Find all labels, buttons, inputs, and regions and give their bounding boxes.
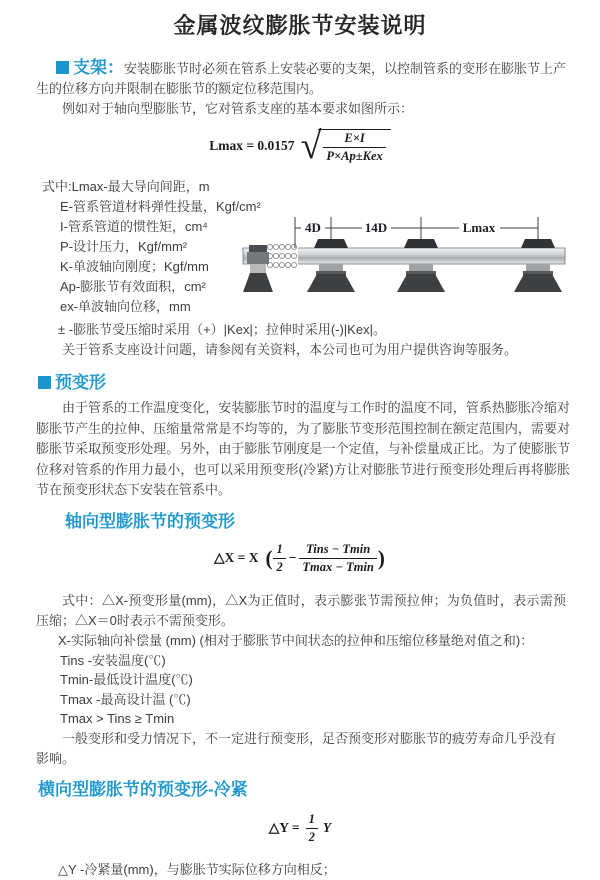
lateral-half-fraction bbox=[306, 812, 318, 845]
axial-note2-line: X-实际轴向补偿量 (mm) (相对于膨胀节中间状态的拉伸和压缩位移量绝对值之和)： bbox=[58, 632, 534, 648]
definition-line: K-单波轴向刚度；Kgf/mm bbox=[60, 259, 209, 274]
lateral-formula-rhs: Y bbox=[322, 820, 332, 835]
kex-note-line: ± -膨胀节受压缩时采用（+）|Kex|；拉伸时采用(-)|Kex|。 bbox=[58, 322, 386, 337]
temp-definition-line: Tmin-最低设计温度(℃) bbox=[60, 672, 193, 687]
temp-definition-line: Tmax -最高设计温 (℃) bbox=[60, 691, 191, 707]
lateral-formula-lhs: △Y = bbox=[268, 820, 300, 835]
document-page bbox=[0, 13, 600, 877]
lateral-note-line: △Y -冷紧量(mm)，与膨胀节实际位移方向相反； bbox=[58, 861, 336, 877]
support-intro-text: 安装膨胀节时必须在管系上安装必要的支架，以控制管系的变形在膨胀节上产生的位移方向并限制在膨胀节的额定位移范围内。 bbox=[36, 61, 567, 96]
temp-denominator: Tmax − Tmin bbox=[299, 558, 376, 575]
predeform-heading-text: 预变形 bbox=[55, 373, 106, 392]
temp-definition-line: Tmax > Tins ≥ Tmin bbox=[60, 711, 175, 726]
dim-label-14d: 14D bbox=[364, 220, 388, 235]
lateral-numerator: 1 bbox=[308, 811, 315, 826]
definition-line: P-设计压力，Kgf/mm² bbox=[60, 239, 188, 254]
axial-note1-paragraph: 式中：△X-预变形量(mm)，△X为正值时，表示膨张节需预拉伸；为负值时，表示需预压缩；△X＝0时表示不需预变形。 bbox=[36, 592, 566, 628]
section-square-icon bbox=[38, 376, 51, 389]
predeform-body-paragraph: 由于管系的工作温度变化，安装膨胀节时的温度与工作时的温度不同，管系热膨胀冷缩对膨胀节产生的拉伸、压缩量常常是不均等的，为了膨胀节变形范围控制在额定范围内，需要对膨胀节采取预变形处理。另外，由于膨胀节刚度是一个定值，与补偿量成正比。为了使膨胀节位移对管系的作用力最小，也可以采用预变形(冷紧)方让对膨胀节进行预变形处理后再将膨胀节在预变形状态下安装在管系中。 bbox=[36, 400, 570, 497]
support-section-heading bbox=[56, 58, 124, 77]
definition-line: ex-单波轴向位移，mm bbox=[60, 299, 191, 314]
radical-sign: √ bbox=[300, 125, 322, 167]
lateral-denominator: 2 bbox=[306, 828, 318, 845]
definitions-and-diagram bbox=[0, 177, 600, 323]
axial-formula-lhs: △X = X bbox=[214, 550, 259, 565]
dim-label-4d: 4D bbox=[305, 220, 321, 235]
guide-support bbox=[307, 239, 355, 292]
bellows-coil bbox=[266, 244, 298, 268]
support-intro-paragraph bbox=[36, 58, 566, 99]
half-fraction bbox=[273, 542, 285, 575]
predeform-section-heading bbox=[38, 372, 600, 394]
definition-line: Ap-膨胀节有效面积，cm² bbox=[60, 279, 206, 294]
support-heading-text: 支架： bbox=[73, 58, 124, 77]
lmax-fraction-numerator: E×I bbox=[344, 130, 365, 145]
guide-support bbox=[397, 239, 445, 292]
temp-definition-line: Tins -安装温度(℃) bbox=[60, 652, 166, 668]
definition-line: 式中:Lmax-最大导向间距，m bbox=[42, 179, 210, 194]
open-paren: ( bbox=[265, 545, 273, 570]
definition-line: E-管系管道材料弹性投量，Kgf/cm² bbox=[60, 199, 261, 214]
lateral-subheading: 横向型膨胀节的预变形-冷紧 bbox=[38, 779, 248, 799]
radical-content bbox=[318, 129, 390, 164]
half-numerator: 1 bbox=[276, 541, 283, 556]
close-paren: ) bbox=[377, 545, 385, 570]
lmax-fraction-denominator: P×Ap±Kex bbox=[323, 147, 385, 164]
anchor-support bbox=[243, 245, 273, 292]
lateral-formula bbox=[0, 812, 600, 848]
support-example-line: 例如对于轴向型膨胀节，它对管系支座的基本要求如图所示： bbox=[62, 101, 414, 116]
consult-note-line: 关于管系支座设计问题，请参阅有关资料，本公司也可为用户提供咨询等服务。 bbox=[62, 342, 518, 357]
dim-label-lmax: Lmax bbox=[462, 220, 496, 235]
lmax-formula bbox=[0, 126, 600, 172]
lmax-fraction bbox=[323, 131, 385, 164]
temperature-fraction bbox=[299, 542, 376, 575]
axial-formula bbox=[0, 542, 600, 582]
definition-line: I-管系管道的惯性矩，cm⁴ bbox=[60, 219, 208, 234]
temp-numerator: Tins − Tmin bbox=[306, 541, 371, 556]
page-title: 金属波纹膨胀节安装说明 bbox=[173, 13, 427, 38]
section-square-icon bbox=[56, 61, 69, 74]
axial-subheading: 轴向型膨胀节的预变形 bbox=[65, 511, 235, 531]
pipe-support-diagram bbox=[243, 208, 593, 304]
lmax-formula-lhs: Lmax = 0.0157 bbox=[209, 138, 295, 153]
axial-note3-line: 一般变形和受力情况下，不一定进行预变形，足否预变形对膨胀节的疲劳寿命几乎没有影响。 bbox=[36, 730, 557, 766]
guide-support bbox=[514, 239, 562, 292]
half-denominator: 2 bbox=[273, 558, 285, 575]
minus-sign: − bbox=[288, 550, 297, 565]
